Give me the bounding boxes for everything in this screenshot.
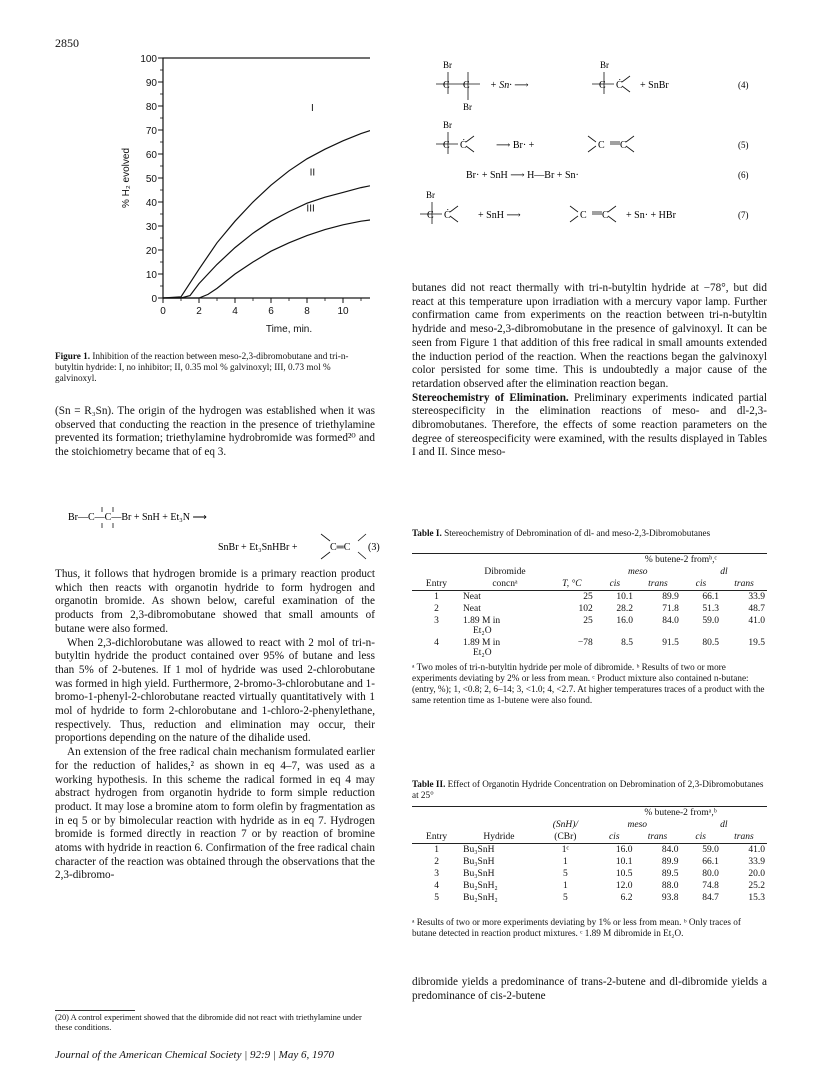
paragraph (412, 392, 767, 461)
eq3-line2: SnBr + Et₃SnHBr + (218, 542, 298, 553)
cell-entry: 5 (434, 893, 439, 903)
eq3-olefin: C═C (330, 542, 351, 553)
cell-entry: 1 (434, 845, 439, 855)
table-row (412, 637, 767, 659)
series-line-III (163, 214, 370, 298)
table-2-body (412, 844, 767, 905)
table-1-h-dl: dl (720, 567, 728, 577)
paragraph: An extension of the free radical chain mechanism formulated earlier for the reduction of halides,² as shown in eq 4–7, was used as a working hypothesis. In this scheme the radical formed in eq 4 may abstract hydrogen from organotin hydride to form simple reduction product. It may lose a bromine atom to form olefin by fragmentation as in eq 5 or by bimolecular reaction with hydride as in eq 7. Hydrogen bromide is formed directly in reaction 7 or by reaction of bromine atoms with hydride in reaction 6. Confirmation of the free radical chain character of the reaction was obtained through the observations that the 2,3-dibromo- (55, 746, 375, 882)
table-1-label: Table I. (412, 528, 442, 538)
eq3-line1: Br—C—C—Br + SnH + Et₃N ⟶ (68, 512, 207, 523)
cell-conc: 1.89 M in Et₂O (462, 638, 501, 658)
cell-dl-trans: 41.0 (748, 616, 765, 626)
eq6-number: (6) (738, 170, 749, 180)
table-1-h-cis: cis (681, 578, 721, 591)
figure-1-chart (55, 50, 370, 350)
curve-label: III (306, 203, 315, 215)
cell-dl-cis: 59.0 (702, 845, 719, 855)
x-tick-label: 8 (304, 306, 310, 317)
cell-temp: 25 (583, 616, 593, 626)
eq7-br-top: Br (426, 190, 435, 200)
cell-hydride: Bu₃SnH (463, 857, 495, 867)
table-1-title: Stereochemistry of Debromination of dl- and meso-2,3-Dibromobutanes (444, 528, 711, 538)
y-tick-label: 30 (145, 222, 157, 233)
x-tick-label: 10 (337, 306, 349, 317)
cell-meso-cis: 10.1 (615, 857, 633, 867)
x-tick-label: 6 (268, 306, 274, 317)
y-tick-label: 90 (145, 78, 157, 89)
cell-hydride: Bu₃SnH (463, 845, 495, 855)
cell-temp: −78 (577, 638, 593, 648)
right-column-bottom (412, 976, 767, 1003)
eq7-c4: C (602, 210, 609, 221)
page-number: 2850 (55, 36, 79, 50)
schemes-svg (408, 56, 768, 286)
y-tick-label: 100 (140, 54, 157, 65)
table-2-h-cis: cis (681, 831, 721, 844)
y-tick-label: 70 (145, 126, 157, 137)
left-column-body (55, 568, 375, 883)
table-2-h-trans: trans (721, 831, 767, 844)
y-tick-label: 80 (145, 102, 157, 113)
cell-entry: 1 (434, 592, 439, 602)
eq4-reagent: + Sn· ⟶ (490, 80, 529, 91)
cell-dl-trans: 41.0 (748, 845, 765, 855)
eq6: Br· + SnH ⟶ H—Br + Sn· (466, 170, 579, 181)
cell-dl-cis: 84.7 (702, 893, 719, 903)
eq4-c1: C (443, 80, 450, 91)
table-2-caption (412, 779, 767, 801)
eq4-br-top-right: Br (600, 60, 609, 70)
cell-dl-trans: 33.9 (748, 857, 765, 867)
cell-dl-trans: 33.9 (748, 592, 765, 602)
cell-temp: 102 (578, 604, 593, 614)
table-1-h-conc: concnᵃ (461, 578, 549, 591)
cell-conc: Neat (462, 592, 481, 602)
cell-ratio: 1ᶜ (561, 845, 569, 855)
eq7-c1: C (427, 210, 434, 221)
cell-entry: 3 (434, 869, 439, 879)
cell-conc: 1.89 M in Et₂O (462, 616, 501, 636)
y-tick-label: 50 (145, 174, 157, 185)
eq4-number: (4) (738, 80, 749, 90)
curve-label: I (311, 102, 314, 114)
cell-hydride: Bu₂SnH₂ (463, 893, 498, 903)
cell-ratio: 1 (563, 881, 568, 891)
cell-entry: 2 (434, 857, 439, 867)
cell-meso-cis: 28.2 (616, 604, 633, 614)
paragraph: dibromide yields a predominance of trans-2-butene and dl-dibromide yields a predominance of cis-2-butene (412, 976, 767, 1002)
table-1-h-trans: trans (635, 578, 681, 591)
table-2-h-dl: dl (720, 820, 728, 830)
table-1-h-dibromide: Dibromide (484, 567, 526, 577)
footnote: (20) A control experiment showed that the dibromide did not react with triethylamine under these conditions. (55, 1013, 362, 1032)
table-2-h-hydride: Hydride (461, 831, 537, 844)
cell-dl-trans: 19.5 (748, 638, 765, 648)
table-1-h-entry: Entry (412, 578, 461, 591)
cell-meso-cis: 8.5 (621, 638, 633, 648)
eq5-c3: C (598, 140, 605, 151)
cell-dl-cis: 66.1 (702, 592, 720, 602)
eq5-c1: C (443, 140, 450, 151)
table-row (412, 591, 767, 604)
cell-meso-trans: 84.0 (661, 845, 679, 855)
table-2-group-header: % butene-2 fromᵃ,ᵇ (644, 808, 717, 818)
eq3-number: (3) (368, 542, 380, 553)
table-2-h-cis: cis (594, 831, 634, 844)
y-tick-label: 0 (151, 294, 157, 305)
cell-meso-cis: 10.1 (616, 592, 633, 602)
table-1-h-temp: T, °C (549, 578, 595, 591)
cell-entry: 3 (434, 616, 439, 626)
cell-ratio: 1 (563, 857, 568, 867)
table-1-h-trans: trans (721, 578, 767, 591)
figure-caption-text: Inhibition of the reaction between meso-2,3-dibromobutane and tri-n-butyltin hydride: I, no inhibitor; II, 0.35 mol % galvinoxyl; III, 0.73 mol % galvinoxyl. (55, 351, 349, 383)
y-axis-label: % H₂ evolved (121, 147, 132, 209)
cell-meso-cis: 10.5 (615, 869, 633, 879)
eq5-number: (5) (738, 140, 749, 150)
cell-conc: Neat (462, 604, 481, 614)
eq5-br-top: Br (443, 120, 452, 130)
eq4-c4: Ċ (616, 80, 623, 91)
cell-ratio: 5 (563, 869, 568, 879)
table-1-h-cis: cis (595, 578, 635, 591)
cell-meso-trans: 88.0 (661, 881, 679, 891)
cell-dl-cis: 80.0 (702, 869, 719, 879)
table-1-body (412, 591, 767, 660)
eq5-c2: Ċ (460, 140, 467, 151)
cell-entry: 4 (434, 881, 439, 891)
cell-entry: 4 (434, 638, 439, 648)
paragraph: Thus, it follows that hydrogen bromide is a primary reaction product which then reacts with organotin hydride to form hydrogen and organotin bromide. As shown below, careful examination of the products from 2,3-dibromobutane showed that small amounts of butane were also formed. (55, 568, 375, 635)
eq7-number: (7) (738, 210, 749, 220)
table-row (412, 856, 767, 868)
table-2-h-entry: Entry (412, 831, 461, 844)
cell-dl-trans: 20.0 (748, 869, 765, 879)
cell-dl-cis: 51.3 (702, 604, 720, 614)
table-2-h-trans: trans (634, 831, 680, 844)
cell-meso-trans: 89.5 (661, 869, 679, 879)
table-1-caption (412, 528, 767, 539)
cell-meso-cis: 6.2 (620, 893, 633, 903)
x-axis-label: Time, min. (265, 324, 313, 335)
eq4-c2: C (463, 80, 470, 91)
table-1-notes: ᵃ Two moles of tri-n-butyltin hydride per mole of dibromide. ᵇ Results of two or more experiments deviating by 2% or less from mean. ᶜ Product mixture also contained n-butane: (entry, %); 1, <0.8; 2, 6–14; 3, <1.0; 4, <2.7. At higher temperatures traces of a product with the same retention time as 1-butene were also found. (412, 662, 765, 705)
cell-temp: 25 (583, 592, 593, 602)
cell-ratio: 5 (563, 893, 568, 903)
curve-label: II (309, 167, 316, 179)
eq4-c3: C (599, 80, 606, 91)
table-2-h-ratio: (SnH)/ (552, 820, 579, 830)
table-row (412, 603, 767, 615)
cell-dl-trans: 25.2 (748, 881, 765, 891)
cell-hydride: Bu₂SnH₂ (463, 881, 498, 891)
x-tick-label: 2 (196, 306, 202, 317)
eq7-c3: C (580, 210, 587, 221)
x-tick-label: 0 (160, 306, 166, 317)
cell-meso-trans: 93.8 (661, 893, 679, 903)
cell-meso-trans: 89.9 (662, 592, 679, 602)
paragraph: (Sn = R₃Sn). The origin of the hydrogen was established when it was observed that conducting the reaction in the presence of triethylamine prevented its formation; triethylamine hydrobromide was formed²⁰ and the stoichiometry became that of eq 3. (55, 405, 375, 459)
x-tick-label: 4 (232, 306, 238, 317)
plot-frame (163, 58, 370, 298)
cell-hydride: Bu₃SnH (463, 869, 495, 879)
paragraph: butanes did not react thermally with tri-n-butyltin hydride at −78°, but did react at this temperature upon irradiation with a mercury vapor lamp. Further confirmation came from experiments on the reaction between tri-n-butyltin hydride and meso-2,3-dibromobutane in the presence of galvinoxyl. It can be seen from Figure 1 that addition of this free radical in small amounts extended the induction period of the reaction. When the reactions began the galvinoxyl color persisted for some time. This is undoubtedly a major cause of the retardation observed after the elimination reaction began. (412, 282, 767, 390)
cell-meso-cis: 16.0 (615, 845, 633, 855)
table-row (412, 844, 767, 857)
cell-meso-trans: 89.9 (661, 857, 679, 867)
table-2-label: Table II. (412, 779, 446, 789)
table-2 (412, 806, 767, 904)
table-2-notes: ᵃ Results of two or more experiments deviating by 1% or less from mean. ᵇ Only traces of butane detected in reaction product mixtures. ᶜ 1.89 M dibromide in Et₂O. (412, 917, 741, 938)
equation-3-svg (68, 504, 388, 566)
eq5-c4: C (620, 140, 627, 151)
y-tick-label: 60 (145, 150, 157, 161)
table-1-h-meso: meso (628, 567, 648, 577)
table-2-h-meso: meso (627, 820, 648, 830)
table-2-h-ratio2: (CBr) (537, 831, 594, 844)
table-row (412, 880, 767, 892)
table-row (412, 615, 767, 637)
figure-caption (55, 351, 373, 384)
cell-meso-cis: 12.0 (615, 881, 633, 891)
paragraph-text: Preliminary experiments indicated partial stereospecificity in the elimination reactions of meso- and dl-2,3-dibromobutanes. Therefore, the effects of some reaction parameters on the degree of stereospecificity were examined, with the results displayed in Tables I and II. Since meso- (412, 391, 767, 459)
table-2-title: Effect of Organotin Hydride Concentration on Debromination of 2,3-Dibromobutanes at 25° (412, 779, 764, 800)
reaction-schemes (408, 56, 768, 286)
paragraph: When 2,3-dichlorobutane was allowed to react with 2 mol of tri-n-butyltin hydride the product contained over 95% of butane and less than 5% of 2-butenes. If 1 mol of hydride was used 2-chlorobutane was formed in high yield. Furthermore, 2-bromo-3-chlorobutane and 1-bromo-1-phenyl-2-chlorobutane reacted virtually quantitatively with 1 mol of hydride to form 2-chlorobutane and 1-chloro-2-phenylethane, respectively. Thus, reduction and elimination may occur, their proportions depending on the nature of the dihalide used. (55, 636, 376, 745)
eq4-br-top: Br (443, 60, 452, 70)
right-column-top (412, 282, 767, 460)
table-1 (412, 553, 767, 659)
series-line-II (163, 180, 370, 298)
eq4-product: + SnBr (640, 80, 669, 91)
footnote-rule (55, 1010, 135, 1011)
eq4-br-bottom: Br (463, 102, 472, 112)
cell-meso-trans: 71.8 (662, 604, 679, 614)
equation-3 (68, 504, 388, 564)
figure-caption-label: Figure 1. (55, 351, 91, 361)
eq7-c2: Ċ (444, 210, 451, 221)
eq5-products: ⟶ Br· + (496, 140, 535, 151)
y-tick-label: 20 (145, 246, 157, 257)
section-heading: Stereochemistry of Elimination. (412, 391, 569, 404)
cell-dl-trans: 15.3 (748, 893, 765, 903)
cell-dl-cis: 74.8 (702, 881, 719, 891)
table-row (412, 892, 767, 904)
cell-meso-trans: 91.5 (662, 638, 679, 648)
y-tick-label: 10 (145, 270, 157, 281)
cell-dl-cis: 59.0 (702, 616, 720, 626)
series-line-I (163, 120, 370, 298)
cell-entry: 2 (434, 604, 439, 614)
cell-dl-trans: 48.7 (748, 604, 765, 614)
cell-meso-cis: 16.0 (616, 616, 633, 626)
journal-citation: Journal of the American Chemical Society | 92:9 | May 6, 1970 (55, 1049, 334, 1061)
y-tick-label: 40 (145, 198, 157, 209)
table-1-group-header: % butene-2 fromᵇ,ᶜ (644, 555, 717, 565)
table-row (412, 868, 767, 880)
chart-svg (55, 50, 370, 350)
eq7-reagent: + SnH ⟶ (478, 210, 521, 221)
eq7-products: + Sn· + HBr (626, 210, 676, 221)
left-column-top (55, 405, 375, 460)
cell-dl-cis: 80.5 (702, 638, 720, 648)
cell-dl-cis: 66.1 (702, 857, 719, 867)
cell-meso-trans: 84.0 (662, 616, 679, 626)
